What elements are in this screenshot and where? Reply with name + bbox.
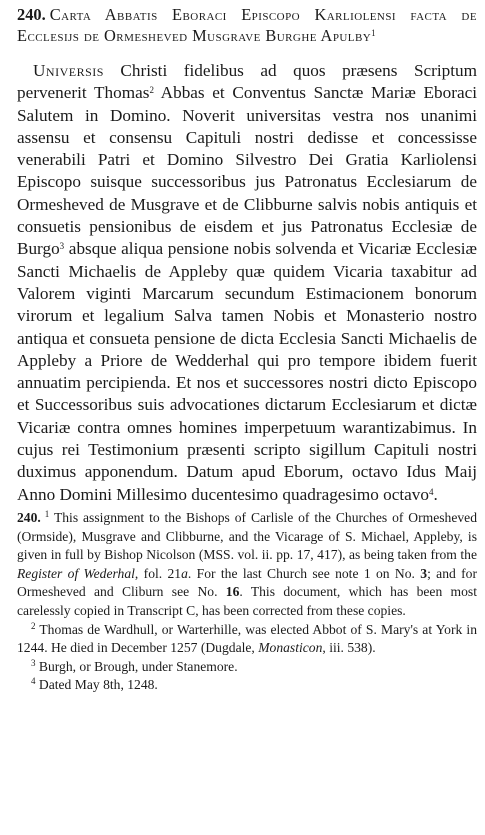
footnote-ref-3: 3 (59, 241, 65, 252)
charter-text (17, 60, 477, 506)
footnote-marker-1: 1 (44, 508, 50, 519)
charter-title: Carta Abbatis Eboraci Episcopo Karliolensi facta de Ecclesijs de Ormesheved Musgrave Burghe Apulby (17, 5, 477, 45)
footnote-2-text-a: Thomas de Wardhull, or Warterhille, was elected Abbot of S. Mary's at York in 1244. He died in December 1257 (Dugdale, (17, 621, 477, 656)
footnote-ref-1: 1 (371, 28, 377, 38)
footnote-1-text-b: , fol. 21 (134, 565, 182, 581)
footnote-1-text-e: . This document, which has been most carelessly copied in Transcript C, has been corrected from these copies. (17, 584, 477, 618)
footnote-1-ref-no3: 3 (420, 565, 428, 581)
footnote-2-text-b: , iii. 538). (322, 640, 376, 656)
text-seg-2: Abbas et Conventus Sanctæ Mariæ Eboraci Salutem in Domino. Noverit universitas vestra nos unanimi assensu et consensu Capituli nostri dedisse et concessisse venerabili Patri et Domino Silvestro Dei Gratia Karliolensi Episcopo suisque successoribus jus Patronatus Ecclesiarum de Ormesheved de Musgrave et de Clibburne salvis nobis antiquis et consuetis pensionibus de eisdem et jus Patronatus Ecclesiæ de Burgo (17, 83, 477, 259)
footnotes (17, 509, 477, 695)
charter-heading (17, 4, 477, 46)
footnote-marker-4: 4 (31, 676, 36, 687)
footnote-marker-2: 2 (31, 620, 36, 631)
footnote-4 (17, 676, 477, 695)
text-seg-1: Christi fidelibus ad quos præsens Scriptum pervenerit Thomas (17, 61, 477, 103)
footnote-4-text: Dated May 8th, 1248. (35, 677, 158, 693)
charter-body (17, 60, 477, 506)
footnote-1-text-c: . For the last Church see note 1 on No. (187, 565, 421, 581)
footnote-3 (17, 658, 477, 677)
footnote-1-text-d: ; and for Ormesheved and Cliburn see No. (17, 565, 477, 600)
footnote-1-text-a: This assignment to the Bishops of Carlisle of the Churches of Ormesheved (Ormside), Musgrave and Clibburne, and the Vicarage of S. Michael, Appleby, is given in full by Bishop Nicolson (MSS. vol. ii. pp. 17, 417), as being taken from the (17, 509, 477, 563)
footnote-1-italic-register: Register of Wederhal (17, 565, 135, 581)
text-seg-3: absque aliqua pensione nobis solvenda et Vicariæ Ecclesiæ Sancti Michaelis de Appleby quæ quidem Vicaria taxabitur ad Valorem viginti Marcarum secundum Estimacionem bonorum virorum et legalium Salva tamen Nobis et Monasterio nostro antiqua et consueta pensione de dicta Ecclesia Sancti Michaelis de Appleby a Priore de Wedderhal qui pro tempore ibidem fuerit annuatim percipienda. Et nos et successores nostri dicto Episcopo et Successoribus suis advocationes dictarum Ecclesiarum et dictæ Vicariæ contra omnes homines imperpetuum warantizabimus. In cujus rei Testimonium præsenti scripto sigillum Capituli nostri duximus apponendum. Datum apud Eborum, octavo Idus Maij Anno Domini Millesimo ducentesimo quadragesimo octavo (17, 239, 477, 504)
text-seg-4: . (433, 484, 438, 504)
footnote-marker-3: 3 (31, 657, 36, 668)
footnote-1 (17, 509, 477, 621)
charter-number: 240. (17, 5, 46, 24)
footnote-2-italic-monasticon: Monasticon (258, 640, 323, 656)
footnote-1-ref-no16: 16 (225, 584, 240, 600)
footnote-3-text: Burgh, or Brough, under Stanemore. (35, 658, 238, 674)
footnote-ref-4: 4 (428, 486, 434, 497)
footnote-1-italic-folio: a (181, 565, 188, 581)
lead-word: Universis (33, 61, 104, 80)
footnote-2 (17, 621, 477, 658)
footnote-ref-2: 2 (149, 85, 154, 96)
footnote-section-number: 240. (17, 509, 41, 525)
